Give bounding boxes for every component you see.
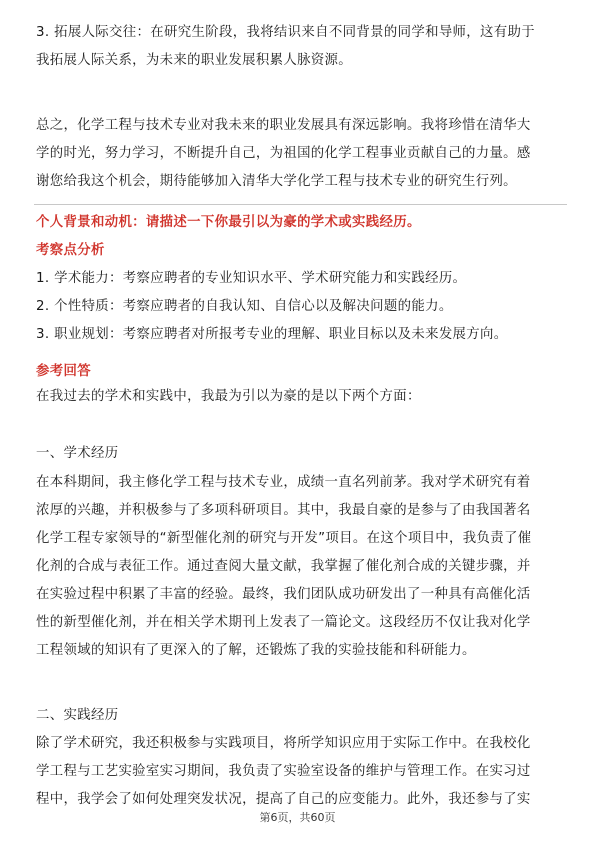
analysis-item-2: 2. 个性特质：考察应聘者的自我认知、自信心以及解决问题的能力。	[36, 299, 453, 314]
section1-line-7: 工程领域的知识有了更深入的了解，还锻炼了我的实验技能和科研能力。	[36, 643, 476, 658]
answer-intro: 在我过去的学术和实践中，我最为引以为豪的是以下两个方面：	[36, 389, 421, 404]
section1-line-1: 在本科期间，我主修化学工程与技术专业，成绩一直名列前茅。我对学术研究有着	[36, 475, 531, 490]
analysis-item-1: 1. 学术能力：考察应聘者的专业知识水平、学术研究能力和实践经历。	[36, 271, 467, 286]
section2-line-2: 学工程与工艺实验室实习期间，我负责了实验室设备的维护与管理工作。在实习过	[36, 764, 531, 779]
contact-line-2: 我拓展人际关系，为未来的职业发展积累人脉资源。	[36, 53, 353, 68]
analysis-item-3: 3. 职业规划：考察应聘者对所报考专业的理解、职业目标以及未来发展方向。	[36, 327, 508, 342]
page-number: 第6页，共60页	[259, 811, 336, 824]
analysis-heading: 考察点分析	[36, 243, 105, 258]
section1-line-3: 化学工程专家领导的“新型催化剂的研究与开发”项目。在这个项目中，我负责了催	[36, 531, 532, 546]
summary-line-2: 学的时光，努力学习，不断提升自己，为祖国的化学工程事业贡献自己的力量。感	[36, 146, 531, 161]
summary-line-1: 总之，化学工程与技术专业对我未来的职业发展具有深远影响。我将珍惜在清华大	[36, 118, 531, 133]
answer-heading: 参考回答	[36, 364, 91, 379]
contact-line-1: 3. 拓展人际交往：在研究生阶段，我将结识来自不同背景的同学和导师，这有助于	[36, 25, 536, 40]
section2-line-3: 程中，我学会了如何处理突发状况，提高了自己的应变能力。此外，我还参与了实	[36, 792, 531, 807]
section1-line-5: 在实验过程中积累了丰富的经验。最终，我们团队成功研发出了一种具有高催化活	[36, 587, 531, 602]
section2-title: 二、实践经历	[36, 708, 119, 723]
section-divider	[34, 204, 567, 205]
section2-line-1: 除了学术研究，我还积极参与实践项目，将所学知识应用于实际工作中。在我校化	[36, 736, 531, 751]
summary-line-3: 谢您给我这个机会，期待能够加入清华大学化学工程与技术专业的研究生行列。	[36, 174, 517, 189]
section1-line-6: 性的新型催化剂，并在相关学术期刊上发表了一篇论文。这段经历不仅让我对化学	[36, 615, 531, 630]
section1-title: 一、学术经历	[36, 446, 119, 461]
question-heading: 个人背景和动机：请描述一下你最引以为豪的学术或实践经历。	[36, 215, 421, 230]
section1-line-2: 浓厚的兴趣，并积极参与了多项科研项目。其中，我最自豪的是参与了由我国著名	[36, 503, 531, 518]
section1-line-4: 化剂的合成与表征工作。通过查阅大量文献，我掌握了催化剂合成的关键步骤，并	[36, 559, 531, 574]
